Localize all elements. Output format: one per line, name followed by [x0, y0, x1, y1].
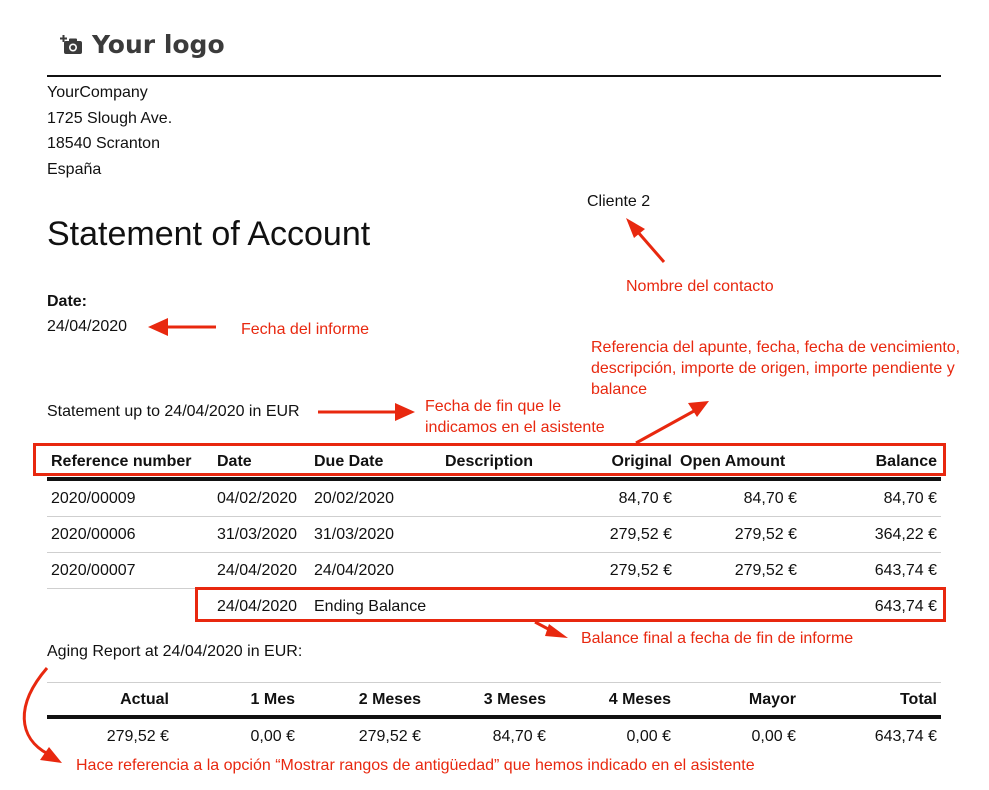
- cell-open-amount: 84,70 €: [743, 489, 797, 507]
- date-value: 24/04/2020: [47, 318, 128, 335]
- date-label: Date:: [47, 293, 88, 310]
- ending-label: Ending Balance: [314, 597, 427, 615]
- cell-reference: 2020/00006: [51, 525, 136, 543]
- col-open-amount: Open Amount: [680, 452, 786, 470]
- cell-due-date: 20/02/2020: [314, 489, 395, 507]
- annotation-report-date: Fecha del informe: [241, 321, 370, 338]
- col-original: Original: [611, 452, 672, 470]
- annotation-columns-line-2: descripción, importe de origen, importe pendiente y: [591, 360, 955, 377]
- arrow-report-date: [148, 318, 216, 336]
- cell-reference: 2020/00007: [51, 561, 136, 579]
- cell-open-amount: 279,52 €: [734, 525, 797, 543]
- aging-col-4-meses: 4 Meses: [608, 690, 671, 708]
- cell-original: 279,52 €: [609, 561, 672, 579]
- arrow-contact: [626, 218, 664, 262]
- cell-due-date: 24/04/2020: [314, 561, 395, 579]
- aging-value-actual: 279,52 €: [106, 727, 169, 745]
- company-name: YourCompany: [47, 84, 148, 101]
- arrow-columns: [636, 401, 709, 443]
- ending-date: 24/04/2020: [217, 597, 298, 615]
- annotation-aging-ranges: Hace referencia a la opción “Mostrar rangos de antigüedad” que hemos indicado en el asistente: [76, 757, 755, 774]
- company-street: 1725 Slough Ave.: [47, 109, 173, 127]
- arrow-final-balance: [535, 622, 568, 638]
- arrow-aging-ranges: [24, 668, 62, 763]
- cell-original: 84,70 €: [618, 489, 672, 507]
- aging-value-2-meses: 279,52 €: [358, 727, 421, 745]
- aging-value-3-meses: 84,70 €: [492, 727, 546, 745]
- cell-balance: 364,22 €: [874, 525, 937, 543]
- annotation-columns-line-1: Referencia del apunte, fecha, fecha de vencimiento,: [591, 339, 961, 356]
- logo-text: Your logo: [92, 30, 225, 59]
- aging-col-3-meses: 3 Meses: [483, 690, 546, 708]
- aging-value-1-mes: 0,00 €: [250, 727, 295, 745]
- col-due-date: Due Date: [314, 452, 384, 470]
- col-description: Description: [445, 452, 534, 470]
- aging-col-mayor: Mayor: [748, 690, 796, 708]
- col-reference-number: Reference number: [51, 452, 192, 470]
- cell-reference: 2020/00009: [51, 489, 136, 507]
- aging-value-mayor: 0,00 €: [751, 727, 796, 745]
- statement-line: Statement up to 24/04/2020 in EUR: [47, 403, 300, 420]
- aging-value-total: 643,74 €: [874, 727, 937, 745]
- aging-col-actual: Actual: [120, 690, 169, 708]
- cell-balance: 84,70 €: [883, 489, 937, 507]
- cell-original: 279,52 €: [609, 525, 672, 543]
- annotation-columns-line-3: balance: [591, 381, 648, 398]
- cell-due-date: 31/03/2020: [314, 525, 395, 543]
- col-balance: Balance: [875, 452, 937, 470]
- ending-balance: 643,74 €: [874, 597, 937, 615]
- col-date: Date: [217, 452, 252, 470]
- aging-col-total: Total: [899, 690, 937, 708]
- cell-date: 31/03/2020: [217, 525, 298, 543]
- client-name: Cliente 2: [587, 193, 651, 210]
- company-city: 18540 Scranton: [47, 135, 160, 152]
- annotation-contact: Nombre del contacto: [626, 278, 774, 295]
- aging-report-line: Aging Report at 24/04/2020 in EUR:: [47, 643, 303, 660]
- cell-date: 04/02/2020: [217, 489, 298, 507]
- annotation-end-date-line-1: Fecha de fin que le: [425, 398, 562, 415]
- arrow-end-date: [318, 403, 415, 421]
- aging-col-2-meses: 2 Meses: [358, 690, 421, 708]
- annotation-end-date-line-2: indicamos en el asistente: [425, 419, 605, 436]
- aging-col-1-mes: 1 Mes: [250, 690, 295, 708]
- cell-open-amount: 279,52 €: [734, 561, 797, 579]
- company-country: España: [47, 160, 102, 178]
- aging-value-4-meses: 0,00 €: [626, 727, 671, 745]
- annotation-final-balance: Balance final a fecha de fin de informe: [581, 630, 854, 647]
- page-title: Statement of Account: [47, 215, 371, 253]
- cell-balance: 643,74 €: [874, 561, 937, 579]
- cell-date: 24/04/2020: [217, 561, 298, 579]
